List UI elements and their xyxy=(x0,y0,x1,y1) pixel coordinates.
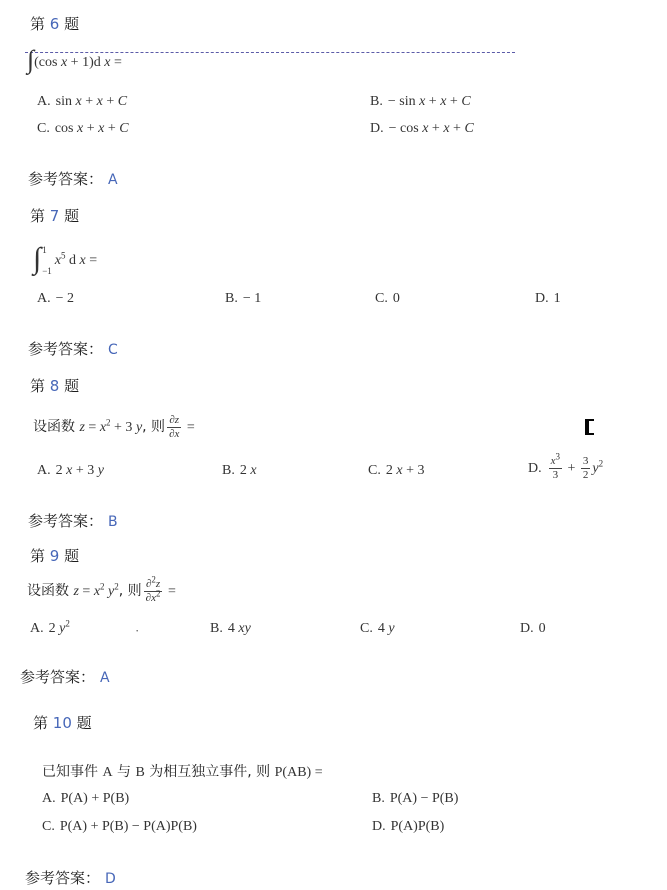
question-title-suffix: 题 xyxy=(59,207,80,225)
option-c xyxy=(360,620,395,638)
option-label: C. xyxy=(37,121,50,136)
reference-answer-line xyxy=(28,168,118,189)
question-block-7 xyxy=(0,200,667,370)
option-value: 4 xy xyxy=(227,621,251,636)
question-number: 9 xyxy=(49,547,60,565)
option-value: 4 y xyxy=(377,621,395,636)
question-number: 7 xyxy=(49,207,60,225)
option-a xyxy=(37,93,127,111)
question-formula: 设函数 $z = x^2$ $y^2$, 则 $\frac{\partial^2z}{\partial x^2}$ = xyxy=(27,574,176,605)
option-value: P(A) + P(B) xyxy=(60,791,130,806)
answer-letter: D xyxy=(105,871,116,887)
question-title-prefix: 第 xyxy=(30,15,50,33)
answer-letter: A xyxy=(108,172,118,188)
question-statement: 已知事件 A 与 B 为相互独立事件, 则 P(AB) = xyxy=(42,764,323,780)
answer-letter: C xyxy=(108,342,118,358)
question-title-suffix: 题 xyxy=(71,714,92,732)
option-d xyxy=(535,290,561,308)
option-d xyxy=(370,120,474,138)
option-value: 2 x + 3 y xyxy=(55,463,104,478)
option-label: D. xyxy=(528,461,542,476)
question-formula: ∫(cos x + 1)d x = xyxy=(27,44,122,74)
left-lenticular-bracket-icon xyxy=(585,419,594,435)
reference-answer-line xyxy=(28,510,118,531)
question-title xyxy=(30,205,79,226)
option-label: A. xyxy=(37,463,51,478)
option-c xyxy=(42,818,197,836)
question-title xyxy=(30,545,79,566)
option-value: 2 x xyxy=(239,463,257,478)
question-title-suffix: 题 xyxy=(59,547,80,565)
option-value: 2 $y^2$ xyxy=(48,618,70,636)
option-label: C. xyxy=(42,819,55,834)
option-b xyxy=(225,290,261,308)
question-title-prefix: 第 xyxy=(33,714,53,732)
option-d xyxy=(372,818,444,836)
reference-answer-line xyxy=(20,666,110,687)
option-value: P(A)P(B) xyxy=(390,819,445,834)
question-number: 8 xyxy=(49,377,60,395)
option-label: B. xyxy=(225,291,238,306)
question-title-prefix: 第 xyxy=(30,207,50,225)
question-formula: ∫ 1 −1 $x^5$ d x = xyxy=(33,242,98,276)
option-value: cos x + x + C xyxy=(54,121,129,136)
option-label: B. xyxy=(370,94,383,109)
question-title-prefix: 第 xyxy=(30,377,50,395)
option-label: D. xyxy=(370,121,384,136)
question-block-8 xyxy=(0,370,667,540)
option-label: B. xyxy=(222,463,235,478)
option-value: 0 xyxy=(538,621,546,636)
question-title-suffix: 题 xyxy=(59,377,80,395)
option-value: P(A) + P(B) − P(A)P(B) xyxy=(59,819,197,834)
reference-answer-line xyxy=(28,338,118,359)
answer-letter: B xyxy=(108,514,118,530)
option-value: − 1 xyxy=(242,291,262,306)
option-value: − cos x + x + C xyxy=(388,121,474,136)
option-label: D. xyxy=(372,819,386,834)
option-value: 1 xyxy=(553,291,561,306)
option-label: C. xyxy=(360,621,373,636)
option-label: C. xyxy=(368,463,381,478)
option-b xyxy=(222,462,257,480)
option-label: A. xyxy=(30,621,44,636)
option-label: A. xyxy=(37,291,51,306)
answer-label: 参考答案： xyxy=(28,512,104,530)
answer-label: 参考答案： xyxy=(20,668,96,686)
option-b xyxy=(370,93,471,111)
option-value: 0 xyxy=(392,291,400,306)
question-number: 10 xyxy=(52,714,72,732)
option-a xyxy=(42,790,129,808)
option-label: D. xyxy=(535,291,549,306)
question-title-prefix: 第 xyxy=(30,547,50,565)
option-b xyxy=(210,620,251,638)
answer-label: 参考答案： xyxy=(25,869,101,887)
answer-label: 参考答案： xyxy=(28,340,104,358)
question-title xyxy=(33,712,92,733)
question-title xyxy=(30,375,79,396)
reference-answer-line xyxy=(25,867,116,888)
question-title xyxy=(30,13,79,34)
answer-label: 参考答案： xyxy=(28,170,104,188)
question-block-10 xyxy=(0,705,667,890)
option-label: D. xyxy=(520,621,534,636)
option-value: − 2 xyxy=(55,291,75,306)
question-formula: 设函数 $z = x^2 + 3$ y, 则 $\frac{\partial z}{\partial x}$ = xyxy=(33,414,195,441)
option-a xyxy=(37,462,104,480)
stray-dot-mark: · xyxy=(135,623,140,638)
option-label: B. xyxy=(372,791,385,806)
question-number: 6 xyxy=(49,15,60,33)
option-label: A. xyxy=(42,791,56,806)
option-d xyxy=(520,620,546,638)
option-c xyxy=(37,120,129,138)
question-block-6 xyxy=(0,0,667,200)
option-value: sin x + x + C xyxy=(55,94,128,109)
option-value: 2 x + 3 xyxy=(385,463,425,478)
option-a xyxy=(37,290,74,308)
option-b xyxy=(372,790,458,808)
answer-letter: A xyxy=(100,670,110,686)
option-a xyxy=(30,620,70,638)
option-label: B. xyxy=(210,621,223,636)
option-d xyxy=(528,451,604,484)
question-title-suffix: 题 xyxy=(59,15,80,33)
option-c xyxy=(368,462,424,480)
option-value: $\frac{x^3}{3}$ + $\frac{3}{2}$ $y^2$ xyxy=(550,451,604,482)
question-block-9 xyxy=(0,540,667,705)
option-value: P(A) − P(B) xyxy=(389,791,459,806)
option-label: C. xyxy=(375,291,388,306)
option-value: − sin x + x + C xyxy=(387,94,471,109)
option-label: A. xyxy=(37,94,51,109)
option-c xyxy=(375,290,400,308)
